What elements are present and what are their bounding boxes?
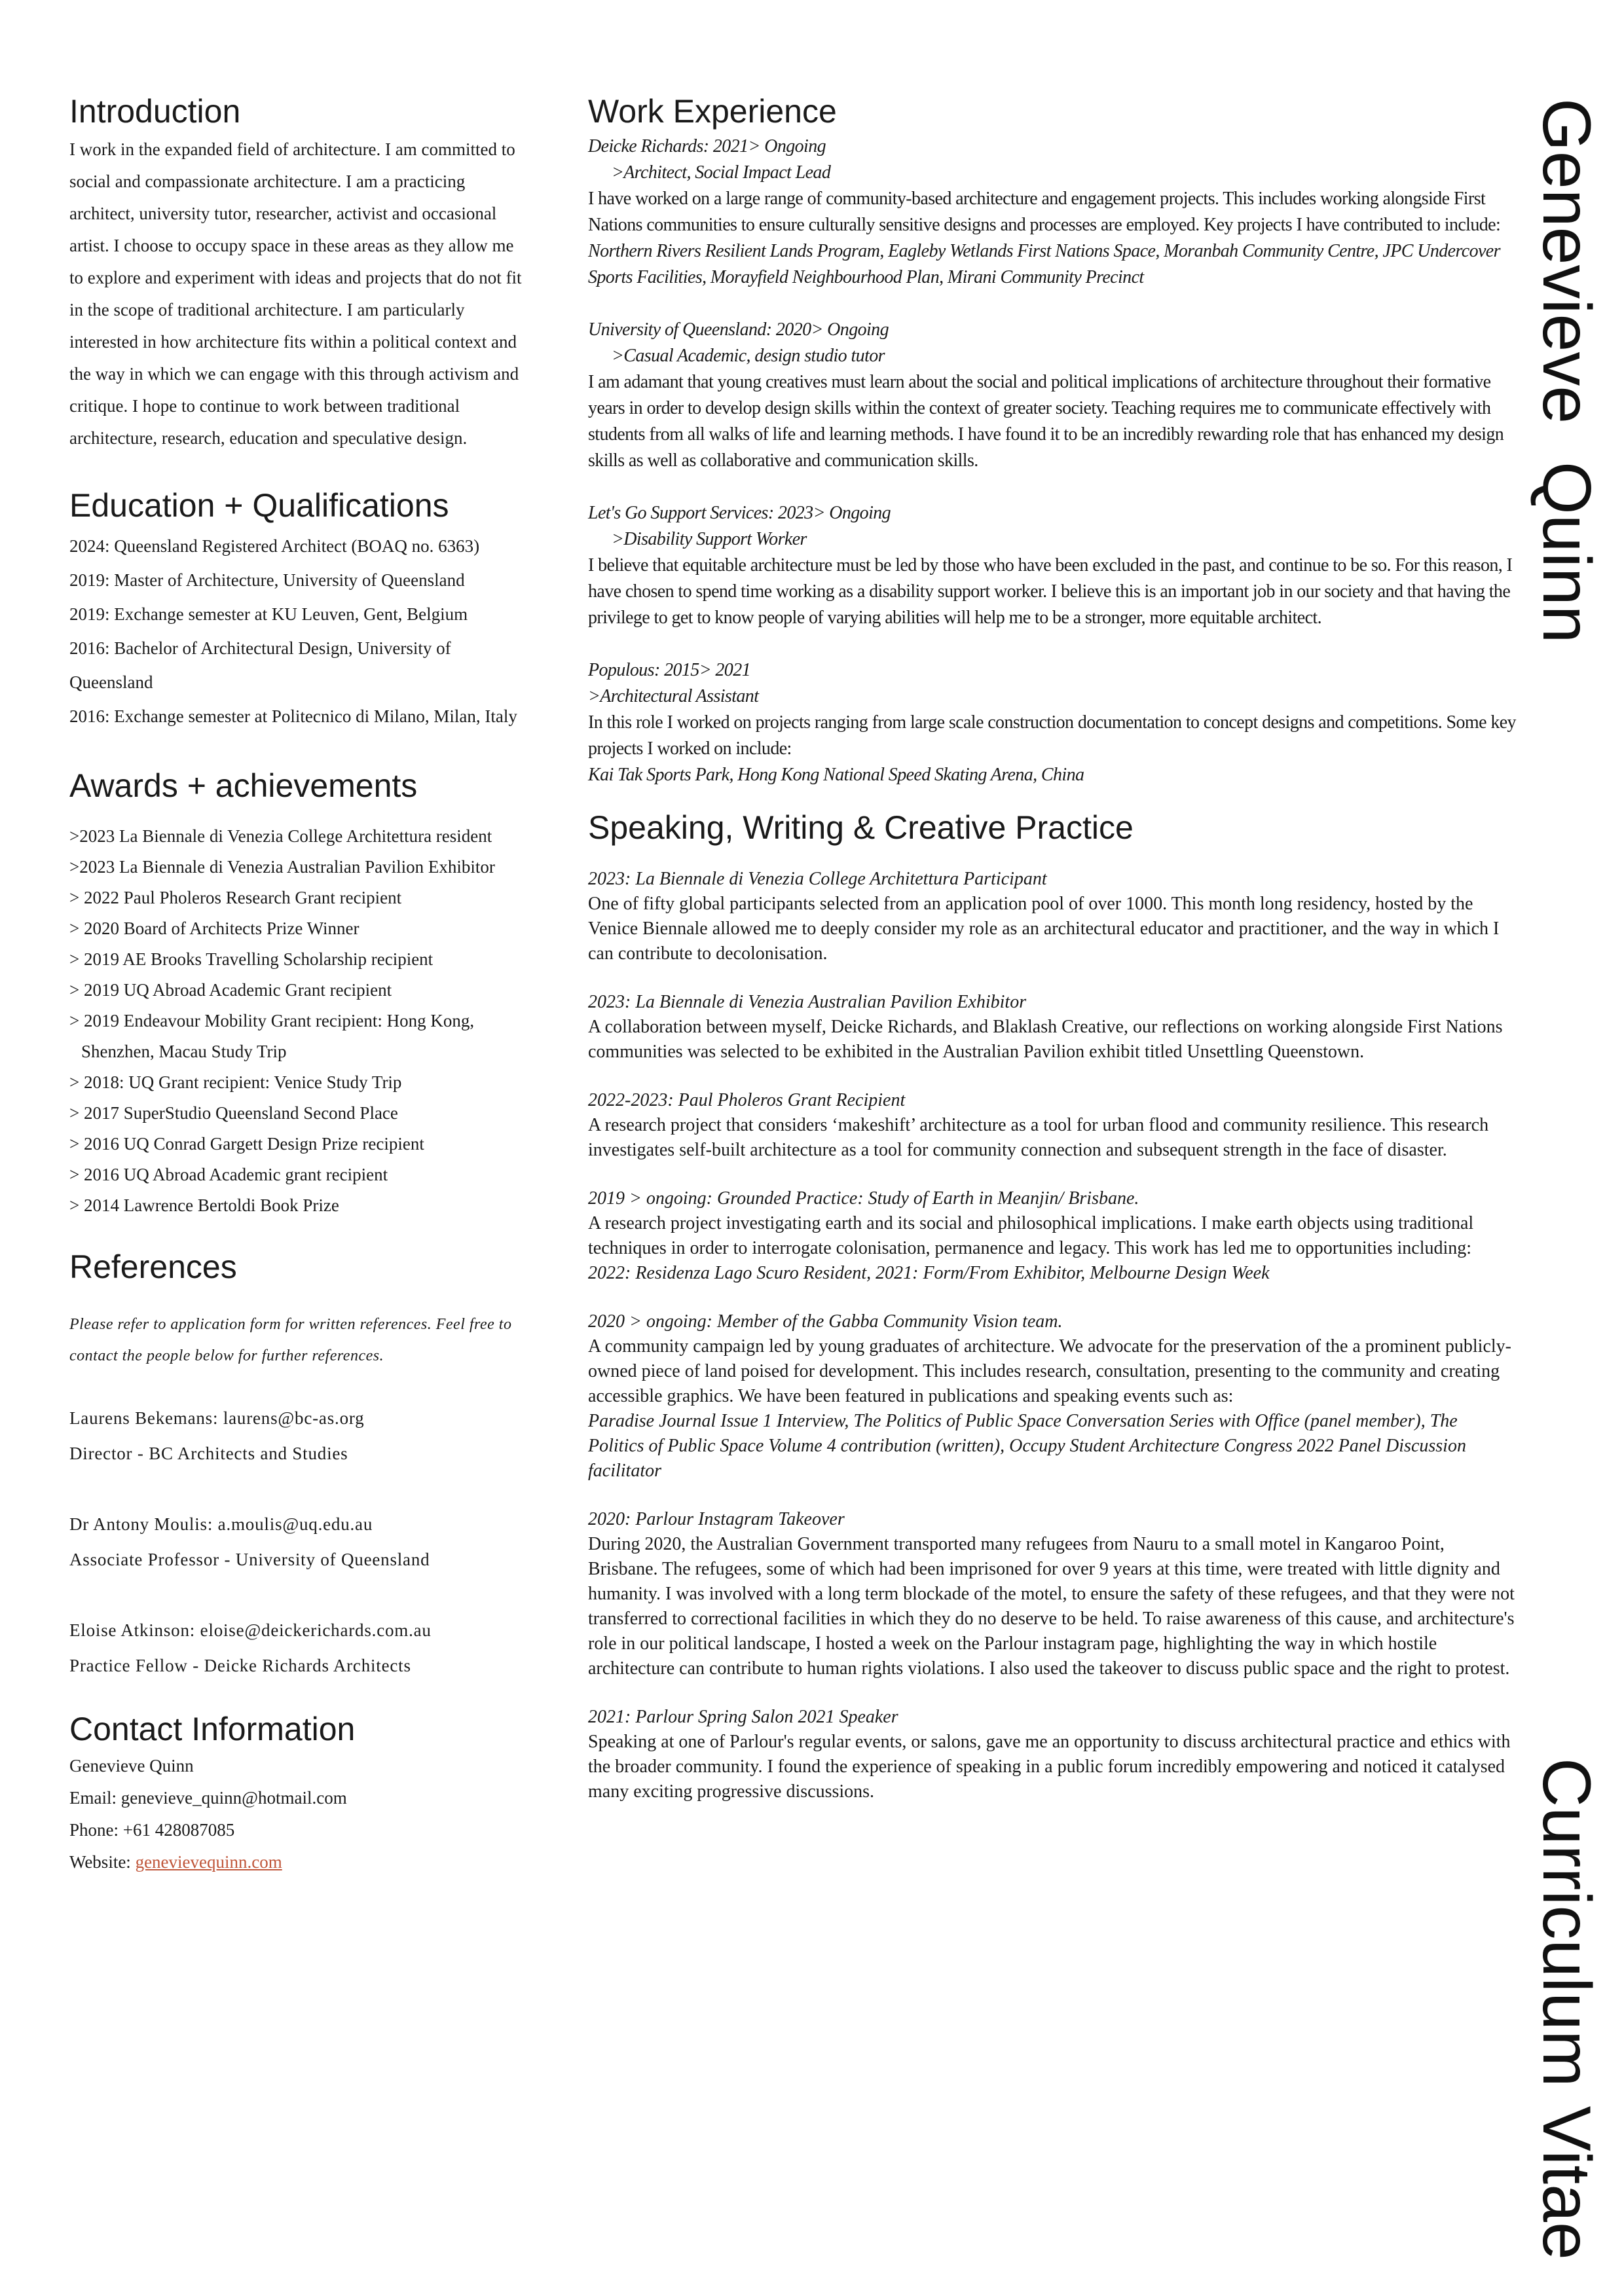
job-role: >Architect, Social Impact Lead — [612, 162, 831, 183]
reference-entry — [69, 1506, 528, 1577]
speaking-section — [588, 808, 1518, 1804]
education-item: 2024: Queensland Registered Architect (BOAQ no. 6363) — [69, 536, 480, 556]
job-projects: Kai Tak Sports Park, Hong Kong National Speed Skating Arena, China — [588, 765, 1084, 785]
contact-email[interactable]: Email: genevieve_quinn@hotmail.com — [69, 1788, 347, 1808]
contact-name: Genevieve Quinn — [69, 1756, 194, 1776]
left-column — [69, 92, 528, 1878]
award-item: > 2014 Lawrence Bertoldi Book Prize — [69, 1195, 339, 1215]
education-item: 2019: Master of Architecture, University of Queensland — [69, 570, 465, 590]
entry-description: A research project investigating earth and its social and philosophical implications. I make earth objects using traditional techniques in order to interrogate colonisation, permanence and legacy. This work has led me to opportunities including: — [588, 1213, 1474, 1258]
reference-contact: Eloise Atkinson: eloise@deickerichards.com.au — [69, 1620, 432, 1640]
awards-section — [69, 766, 528, 1221]
entry-description: Speaking at one of Parlour's regular events, or salons, gave me an opportunity to discuss architectural practice and ethics with the broader community. I found the experience of speaking in a public forum incredibly empowering and noticed it catalysed many exciting progressive discussions. — [588, 1732, 1511, 1802]
section-heading: Introduction — [69, 93, 241, 130]
speaking-list — [588, 867, 1518, 1804]
entry-title: 2020 > ongoing: Member of the Gabba Community Vision team. — [588, 1311, 1063, 1332]
awards-list — [69, 821, 528, 1221]
job-role: >Architectural Assistant — [588, 686, 759, 706]
right-column — [588, 92, 1518, 1828]
entry-title: 2022-2023: Paul Pholeros Grant Recipient — [588, 1090, 906, 1110]
entry-title: 2023: La Biennale di Venezia College Architettura Participant — [588, 869, 1047, 889]
references-section — [69, 1247, 528, 1683]
section-heading: Speaking, Writing & Creative Practice — [588, 809, 1134, 846]
award-item: > 2019 Endeavour Mobility Grant recipient: Hong Kong, Shenzhen, Macau Study Trip — [69, 1011, 475, 1061]
reference-role: Associate Professor - University of Queensland — [69, 1550, 430, 1569]
job-title: Let's Go Support Services: 2023> Ongoing — [588, 503, 891, 523]
education-item: 2016: Exchange semester at Politecnico di Milano, Milan, Italy — [69, 706, 517, 726]
reference-role: Director - BC Architects and Studies — [69, 1444, 348, 1463]
speaking-entry — [588, 1309, 1518, 1484]
entry-title: 2020: Parlour Instagram Takeover — [588, 1509, 845, 1529]
references-list — [69, 1400, 528, 1683]
name-title: Genevieve Quinn — [1528, 98, 1604, 644]
education-item: 2019: Exchange semester at KU Leuven, Gent, Belgium — [69, 604, 468, 624]
reference-role: Practice Fellow - Deicke Richards Architects — [69, 1656, 411, 1675]
entry-title: 2021: Parlour Spring Salon 2021 Speaker — [588, 1707, 898, 1727]
award-item: > 2017 SuperStudio Queensland Second Place — [69, 1103, 398, 1123]
work-entry — [588, 500, 1518, 631]
award-item: > 2016 UQ Conrad Gargett Design Prize recipient — [69, 1134, 424, 1154]
job-description: I believe that equitable architecture must be led by those who have been excluded in the past, and continue to be so. For this reason, I have chosen to spend time working as a disability support worker. I believe this is an important job in our society and that having the privilege to get to know people of varying abilities will help me to be a stronger, more equitable architect. — [588, 555, 1513, 628]
work-list — [588, 134, 1518, 788]
entry-description: A collaboration between myself, Deicke Richards, and Blaklash Creative, our reflections on working alongside First Nations communities was selected to be exhibited in the Australian Pavilion exhibit titled Unsettling Queenstown. — [588, 1017, 1503, 1062]
website-link[interactable]: genevievequinn.com — [135, 1852, 282, 1872]
award-item: > 2018: UQ Grant recipient: Venice Study Trip — [69, 1072, 402, 1092]
job-role: >Disability Support Worker — [612, 529, 807, 549]
award-item: > 2022 Paul Pholeros Research Grant recipient — [69, 888, 402, 907]
job-description: I am adamant that young creatives must learn about the social and political implications of architecture throughout their formative years in order to develop design skills within the context of greater society. Teaching requires me to communicate effectively with students from all walks of life and learning methods. I have found it to be an incredibly rewarding role that has enhanced my design skills as well as collaborative and communication skills. — [588, 372, 1504, 471]
entry-title: 2019 > ongoing: Grounded Practice: Study of Earth in Meanjin/ Brisbane. — [588, 1188, 1139, 1209]
contact-phone: Phone: +61 428087085 — [69, 1820, 235, 1840]
work-experience-section — [588, 92, 1518, 788]
speaking-entry — [588, 1705, 1518, 1804]
award-item: > 2016 UQ Abroad Academic grant recipient — [69, 1165, 388, 1184]
work-entry — [588, 317, 1518, 474]
entry-title: 2023: La Biennale di Venezia Australian Pavilion Exhibitor — [588, 992, 1027, 1012]
section-heading: Awards + achievements — [69, 767, 418, 804]
work-entry — [588, 134, 1518, 291]
job-projects: Northern Rivers Resilient Lands Program, Eagleby Wetlands First Nations Space, Moranbah Community Centre, JPC Undercover Sports Facilities, Morayfield Neighbourhood Plan, Mirani Community Precinct — [588, 241, 1500, 287]
speaking-entry — [588, 1088, 1518, 1163]
section-heading: References — [69, 1248, 237, 1285]
entry-highlights: Paradise Journal Issue 1 Interview, The Politics of Public Space Conversation Series with Office (panel member), The Politics of Public Space Volume 4 contribution (written), Occupy Student Architecture Congress 2022 Panel Discussion facilitator — [588, 1411, 1466, 1481]
contact-section — [69, 1709, 528, 1878]
reference-contact: Laurens Bekemans: laurens@bc-as.org — [69, 1408, 365, 1428]
reference-entry — [69, 1613, 528, 1683]
education-section — [69, 486, 528, 733]
entry-description: During 2020, the Australian Government transported many refugees from Nauru to a small motel in Kangaroo Point, Brisbane. The refugees, some of which had been imprisoned for over 9 years at this time, were treated with little dignity and humanity. I was involved with a long term blockade of the motel, to ensure the safety of these refugees, and that they were not transferred to correctional facilities in which they do no deserve to be held. To raise awareness of this cause, and architecture's role in our political landscape, I hosted a week on the Parlour instagram page, highlighting the way in which hostile architecture can contribute to human rights violations. I also used the takeover to discuss public space and the right to protest. — [588, 1534, 1515, 1679]
work-entry — [588, 657, 1518, 788]
entry-highlights: 2022: Residenza Lago Scuro Resident, 2021: Form/From Exhibitor, Melbourne Design Week — [588, 1263, 1270, 1283]
job-title: University of Queensland: 2020> Ongoing — [588, 319, 889, 340]
speaking-entry — [588, 1186, 1518, 1286]
speaking-entry — [588, 867, 1518, 966]
award-item: > 2019 UQ Abroad Academic Grant recipient — [69, 980, 392, 1000]
award-item: > 2019 AE Brooks Travelling Scholarship recipient — [69, 949, 434, 969]
award-item: > 2020 Board of Architects Prize Winner — [69, 919, 360, 938]
introduction-text: I work in the expanded field of architecture. I am committed to social and compassionate architecture. I am a practicing architect, university tutor, researcher, activist and occasional artist. I choose to occupy space in these areas as they allow me to explore and experiment with ideas and projects that do not fit in the scope of traditional architecture. I am particularly interested in how architecture fits within a political context and the way in which we can engage with this through activism and critique. I hope to continue to work between traditional architecture, research, education and speculative design. — [69, 139, 522, 448]
speaking-entry — [588, 1507, 1518, 1681]
job-role: >Casual Academic, design studio tutor — [612, 346, 885, 366]
reference-contact: Dr Antony Moulis: a.moulis@uq.edu.au — [69, 1514, 373, 1534]
job-description: In this role I worked on projects ranging from large scale construction documentation to concept designs and competitions. Some key projects I worked on include: — [588, 712, 1516, 759]
section-heading: Education + Qualifications — [69, 487, 449, 524]
references-note: Please refer to application form for written references. Feel free to contact the people below for further references. — [69, 1316, 512, 1364]
document-title: Curriculum Vitae — [1528, 1758, 1604, 2260]
section-heading: Work Experience — [588, 93, 837, 130]
reference-entry — [69, 1400, 528, 1471]
introduction-section — [69, 92, 528, 454]
award-item: >2023 La Biennale di Venezia Australian Pavilion Exhibitor — [69, 857, 495, 877]
entry-description: One of fifty global participants selected from an application pool of over 1000. This month long residency, hosted by the Venice Biennale allowed me to deeply consider my role as an architectural educator and practitioner, and the way in which I can contribute to decolonisation. — [588, 894, 1500, 964]
speaking-entry — [588, 990, 1518, 1065]
website-label: Website: — [69, 1852, 136, 1872]
education-item: 2016: Bachelor of Architectural Design, University of Queensland — [69, 638, 451, 692]
job-title: Deicke Richards: 2021> Ongoing — [588, 136, 826, 156]
contact-website — [69, 1846, 528, 1878]
job-title: Populous: 2015> 2021 — [588, 660, 750, 680]
award-item: >2023 La Biennale di Venezia College Architettura resident — [69, 826, 492, 846]
section-heading: Contact Information — [69, 1711, 356, 1747]
job-description: I have worked on a large range of community-based architecture and engagement projects. This includes working alongside First Nations communities to ensure culturally sensitive designs and processes are employed. Key projects I have contributed to include: — [588, 189, 1501, 235]
education-list — [69, 529, 528, 733]
entry-description: A research project that considers ‘makeshift’ architecture as a tool for urban flood and community resilience. This research investigates self-built architecture as a tool for community connection and subsequent strength in the face of disaster. — [588, 1115, 1489, 1160]
entry-description: A community campaign led by young graduates of architecture. We advocate for the preservation of the a prominent publicly-owned piece of land poised for development. This includes research, consultation, presenting to the community and creating accessible graphics. We have been featured in publications and speaking events such as: — [588, 1336, 1511, 1406]
